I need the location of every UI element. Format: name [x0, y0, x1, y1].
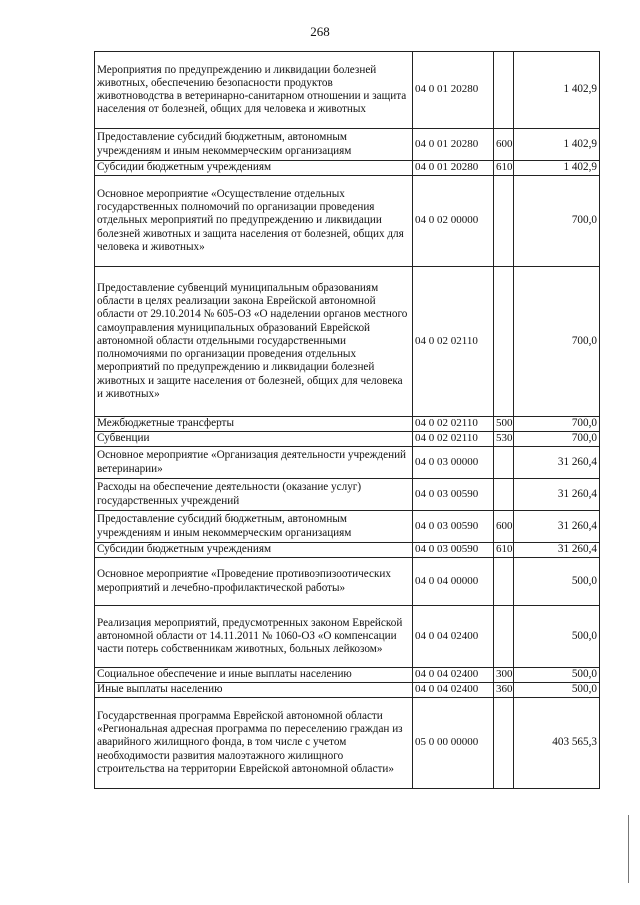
row-code: 04 0 03 00000	[413, 447, 494, 479]
row-name: Основное мероприятие «Проведение противоэпизоотических мероприятий и лечебно-профилактической работы»	[95, 558, 413, 606]
row-vr: 360	[494, 683, 514, 698]
row-sum: 1 402,9	[514, 129, 600, 161]
row-code: 04 0 02 02110	[413, 432, 494, 447]
row-sum: 700,0	[514, 267, 600, 417]
row-vr	[494, 606, 514, 668]
row-sum: 31 260,4	[514, 479, 600, 511]
budget-table	[94, 51, 600, 789]
row-vr: 500	[494, 417, 514, 432]
table-row	[95, 511, 600, 543]
row-sum: 31 260,4	[514, 511, 600, 543]
row-code: 04 0 04 02400	[413, 606, 494, 668]
row-vr: 600	[494, 511, 514, 543]
row-name: Субсидии бюджетным учреждениям	[95, 161, 413, 176]
table-row	[95, 161, 600, 176]
row-name: Предоставление субсидий бюджетным, автономным учреждениям и иным некоммерческим организациям	[95, 511, 413, 543]
table-row	[95, 267, 600, 417]
row-vr	[494, 558, 514, 606]
page-number: 268	[310, 24, 330, 39]
row-name: Субвенции	[95, 432, 413, 447]
table-row	[95, 698, 600, 789]
row-code: 04 0 04 02400	[413, 683, 494, 698]
row-code: 04 0 01 20280	[413, 52, 494, 129]
row-code: 04 0 04 00000	[413, 558, 494, 606]
row-sum: 500,0	[514, 683, 600, 698]
row-name: Межбюджетные трансферты	[95, 417, 413, 432]
table-row	[95, 558, 600, 606]
table-row	[95, 432, 600, 447]
row-sum: 500,0	[514, 668, 600, 683]
row-code: 05 0 00 00000	[413, 698, 494, 789]
row-code: 04 0 04 02400	[413, 668, 494, 683]
table-row	[95, 543, 600, 558]
row-sum: 31 260,4	[514, 543, 600, 558]
table-row	[95, 606, 600, 668]
row-vr: 300	[494, 668, 514, 683]
row-vr	[494, 52, 514, 129]
row-code: 04 0 01 20280	[413, 161, 494, 176]
table-row	[95, 479, 600, 511]
row-vr: 610	[494, 543, 514, 558]
row-name: Субсидии бюджетным учреждениям	[95, 543, 413, 558]
table-row	[95, 668, 600, 683]
row-name: Иные выплаты населению	[95, 683, 413, 698]
row-sum: 31 260,4	[514, 447, 600, 479]
row-name: Основное мероприятие «Организация деятельности учреждений ветеринарии»	[95, 447, 413, 479]
row-vr	[494, 698, 514, 789]
row-sum: 700,0	[514, 417, 600, 432]
row-name: Расходы на обеспечение деятельности (оказание услуг) государственных учреждений	[95, 479, 413, 511]
row-sum: 500,0	[514, 606, 600, 668]
scan-edge-mark	[628, 815, 629, 883]
row-vr	[494, 267, 514, 417]
table-row	[95, 447, 600, 479]
row-sum: 700,0	[514, 176, 600, 267]
row-sum: 1 402,9	[514, 52, 600, 129]
table-row	[95, 52, 600, 129]
table-row	[95, 683, 600, 698]
row-sum: 700,0	[514, 432, 600, 447]
row-name: Государственная программа Еврейской автономной области «Региональная адресная программа по переселению граждан из аварийного жилищного фонда, в том числе с учетом необходимости развития малоэтажного жилищного строительства на территории Еврейской автономной области»	[95, 698, 413, 789]
row-vr: 600	[494, 129, 514, 161]
row-code: 04 0 02 02110	[413, 267, 494, 417]
row-vr	[494, 447, 514, 479]
row-vr: 530	[494, 432, 514, 447]
row-vr: 610	[494, 161, 514, 176]
row-name: Мероприятия по предупреждению и ликвидации болезней животных, обеспечению безопасности продуктов животноводства в ветеринарно-санитарном отношении и защита населения от болезней, общих для человека и животных	[95, 52, 413, 129]
row-sum: 1 402,9	[514, 161, 600, 176]
row-vr	[494, 479, 514, 511]
row-name: Социальное обеспечение и иные выплаты населению	[95, 668, 413, 683]
row-code: 04 0 03 00590	[413, 511, 494, 543]
row-name: Предоставление субвенций муниципальным образованиям области в целях реализации закона Еврейской автономной области от 29.10.2014 № 605-ОЗ «О наделении органов местного самоуправления муниципальных образований Еврейской автономной области отдельными государственными полномочиями по организации проведения отдельных мероприятий по предупреждению и ликвидации болезней животных и защите населения от болезней, общих для человека и животных»	[95, 267, 413, 417]
row-code: 04 0 02 00000	[413, 176, 494, 267]
row-sum: 500,0	[514, 558, 600, 606]
table-row	[95, 129, 600, 161]
row-vr	[494, 176, 514, 267]
row-name: Предоставление субсидий бюджетным, автономным учреждениям и иным некоммерческим организациям	[95, 129, 413, 161]
row-code: 04 0 03 00590	[413, 543, 494, 558]
row-code: 04 0 01 20280	[413, 129, 494, 161]
row-sum: 403 565,3	[514, 698, 600, 789]
table-row	[95, 176, 600, 267]
row-name: Основное мероприятие «Осуществление отдельных государственных полномочий по организации проведения отдельных мероприятий по предупреждению и ликвидации болезней животных и защита населения от болезней, общих для человека и животных»	[95, 176, 413, 267]
row-code: 04 0 02 02110	[413, 417, 494, 432]
row-code: 04 0 03 00590	[413, 479, 494, 511]
table-row	[95, 417, 600, 432]
row-name: Реализация мероприятий, предусмотренных законом Еврейской автономной области от 14.11.2011 № 1060-ОЗ «О компенсации части потерь собственникам животных, больных лейкозом»	[95, 606, 413, 668]
